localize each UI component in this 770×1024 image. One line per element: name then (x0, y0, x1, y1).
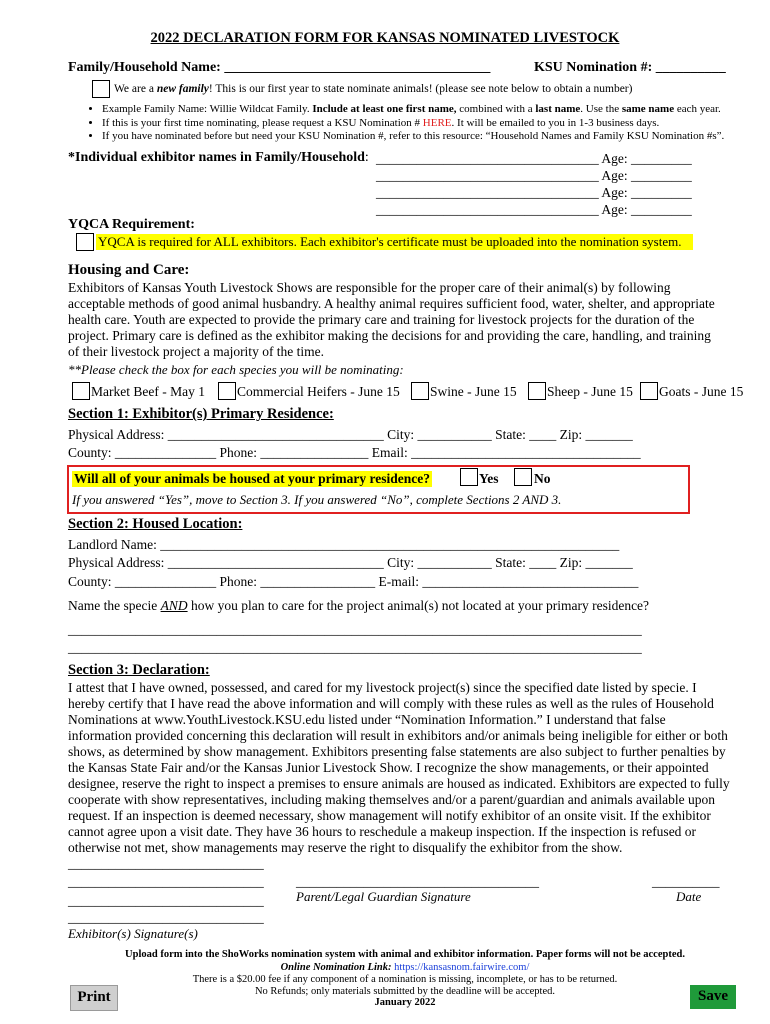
exhibitor-signature-line-4[interactable]: _____________________________ (68, 910, 264, 925)
declaration-line: designee, reserve the right to inspect a premises to ensure animals are housed as indicated. Exhibitors are expected to fully (68, 776, 730, 791)
section-2-address-row[interactable]: Physical Address: ________________________________ City: ___________ State: ____ Zip: _______ (68, 555, 633, 570)
footer-refund-note: No Refunds; only materials submitted by the deadline will be accepted. (254, 986, 556, 997)
exhibitor-names-label: *Individual exhibitor names in Family/Household: (68, 150, 369, 165)
exhibitor-row-1[interactable]: _________________________________ Age: _________ (376, 151, 692, 166)
species-checkbox-sheep[interactable] (528, 382, 546, 400)
footer-fee-note: There is a $20.00 fee if any component of a nomination is missing, incomplete, or has to be returned. (192, 974, 618, 985)
parent-signature-line[interactable]: ____________________________________ (296, 874, 539, 889)
species-label-market-beef: Market Beef - May 1 (91, 384, 205, 399)
new-family-label: We are a new family! This is our first year to state nominate animals! (please see note below to obtain a number) (114, 83, 633, 95)
section-1-contact-row[interactable]: County: _______________ Phone: ________________ Email: __________________________________ (68, 445, 641, 460)
footer-online-link-row: Online Nomination Link: https://kansasnom.fairwire.com/ (280, 962, 530, 973)
exhibitor-signature-line-1[interactable]: _____________________________ (68, 856, 264, 871)
species-label-commercial-heifers: Commercial Heifers - June 15 (237, 384, 400, 399)
species-checkbox-swine[interactable] (411, 382, 429, 400)
species-label-sheep: Sheep - June 15 (547, 384, 633, 399)
footer-upload-note: Upload form into the ShoWorks nomination system with animal and exhibitor information. Paper forms will not be accepted. (125, 949, 685, 960)
section-3-heading: Section 3: Declaration: (68, 662, 210, 678)
housing-heading: Housing and Care: (68, 262, 190, 278)
section-2-contact-row[interactable]: County: _______________ Phone: _________________ E-mail: ________________________________ (68, 574, 639, 589)
section-2-answer-line-2[interactable]: _____________________________________________________________________________________ (68, 640, 642, 655)
instruction-bullets (88, 103, 724, 144)
exhibitor-signature-label: Exhibitor(s) Signature(s) (68, 926, 198, 941)
parent-signature-label: Parent/Legal Guardian Signature (296, 889, 471, 904)
bullet-returning: • If you have nominated before but need your KSU Nomination #, refer to this resource: “Household Names and Family KSU Nomination #s”. (102, 130, 724, 144)
form-title: 2022 DECLARATION FORM FOR KANSAS NOMINATED LIVESTOCK (150, 30, 620, 46)
housing-line-5: of their livestock project a majority of the time. (68, 344, 325, 359)
declaration-line: cooperate with show representatives, including making themselves and/or a parent/guardian and animals available upon (68, 792, 716, 807)
declaration-line: Nominations at www.YouthLivestock.KSU.edu listed under “Nomination Information.” I understand that false (68, 712, 666, 727)
species-label-goats: Goats - June 15 (659, 384, 744, 399)
new-family-checkbox[interactable] (92, 80, 110, 98)
bullet-example: • Example Family Name: Willie Wildcat Family. Include at least one first name, combined with a last name. Use the same name each year. (102, 103, 724, 117)
residence-question: Will all of your animals be housed at your primary residence? (74, 471, 431, 486)
section-1-heading: Section 1: Exhibitor(s) Primary Residence: (68, 406, 334, 422)
declaration-line: otherwise not met, show managements may reserve the right to disqualify the exhibitor from the show. (68, 840, 623, 855)
section-2-question: Name the specie AND how you plan to care for the project animal(s) not located at your primary residence? (68, 598, 650, 613)
section-2-answer-line-1[interactable]: _____________________________________________________________________________________ (68, 622, 642, 637)
yqca-checkbox[interactable] (76, 233, 94, 251)
residence-no-checkbox[interactable] (514, 468, 532, 486)
family-name-field[interactable]: Family/Household Name: ______________________________________ (68, 60, 491, 75)
declaration-line: information provided concerning this declaration will result in exhibitors and/or animals being ineligible for either or both (68, 728, 728, 743)
save-button[interactable]: Save (690, 985, 736, 1009)
exhibitor-row-3[interactable]: _________________________________ Age: _________ (376, 185, 692, 200)
print-button[interactable]: Print (70, 985, 118, 1011)
yqca-heading: YQCA Requirement: (68, 217, 195, 232)
residence-note: If you answered “Yes”, move to Section 3. If you answered “No”, complete Sections 2 AND 3. (72, 492, 562, 507)
declaration-line: request. If an inspection is deemed necessary, show management will notify exhibitor of an onsite visit. If the exhibitor (68, 808, 711, 823)
date-label: Date (676, 889, 702, 904)
declaration-line: cannot agree upon a visit date. They have 36 hours to reschedule a makeup inspection. If the inspection is refused or (68, 824, 697, 839)
yqca-text: YQCA is required for ALL exhibitors. Each exhibitor's certificate must be uploaded into the nomination system. (96, 234, 693, 250)
declaration-line: I attest that I have owned, possessed, and cared for my livestock project(s) since the specified date listed by specie. I (68, 680, 697, 695)
species-checkbox-commercial-heifers[interactable] (218, 382, 236, 400)
residence-no-label: No (534, 471, 551, 486)
bullet-first-time: • If this is your first time nominating, please request a KSU Nomination # HERE. It will be emailed to you in 1-3 business days. (102, 117, 724, 131)
exhibitor-signature-line-3[interactable]: _____________________________ (68, 893, 264, 908)
residence-yes-label: Yes (479, 471, 499, 486)
section-1-address-row[interactable]: Physical Address: ________________________________ City: ___________ State: ____ Zip: _______ (68, 427, 633, 442)
ksu-nomination-field[interactable]: KSU Nomination #: __________ (534, 60, 726, 75)
exhibitor-row-4[interactable]: _________________________________ Age: _________ (376, 202, 692, 217)
housing-line-3: health care. Youth are expected to provide the primary care and training for livestock projects for the duration of the (68, 312, 695, 327)
species-checkbox-market-beef[interactable] (72, 382, 90, 400)
declaration-line: shows, as determined by show management. Exhibitors presenting false statements are also subject to further penalties by (68, 744, 726, 759)
residence-yes-checkbox[interactable] (460, 468, 478, 486)
species-note: **Please check the box for each species you will be nominating: (68, 362, 404, 377)
section-2-heading: Section 2: Housed Location: (68, 516, 243, 532)
date-line[interactable]: __________ (652, 874, 720, 889)
housing-line-2: acceptable methods of good animal husbandry. A healthy animal requires sufficient food, water, shelter, and appropriate (68, 296, 715, 311)
housing-line-4: project. Primary care is defined as the exhibitor making the decisions for and providing the care, handling, and training (68, 328, 711, 343)
here-link[interactable]: HERE (422, 116, 452, 129)
exhibitor-row-2[interactable]: _________________________________ Age: _________ (376, 168, 692, 183)
housing-line-1: Exhibitors of Kansas Youth Livestock Shows are responsible for the proper care of their animal(s) by following (68, 280, 671, 295)
declaration-line: hereby certify that I have read the above information and will comply with these rules as well as the rules of Household (68, 696, 714, 711)
footer-date: January 2022 (374, 997, 436, 1008)
online-nomination-link[interactable]: https://kansasnom.fairwire.com/ (394, 962, 530, 973)
species-label-swine: Swine - June 15 (430, 384, 517, 399)
section-2-landlord-row[interactable]: Landlord Name: ____________________________________________________________________ (68, 537, 620, 552)
exhibitor-signature-line-2[interactable]: _____________________________ (68, 874, 264, 889)
declaration-line: the Kansas State Fair and/or the Kansas Junior Livestock Show. I recognize the show managements, or their appointed (68, 760, 709, 775)
species-checkbox-goats[interactable] (640, 382, 658, 400)
